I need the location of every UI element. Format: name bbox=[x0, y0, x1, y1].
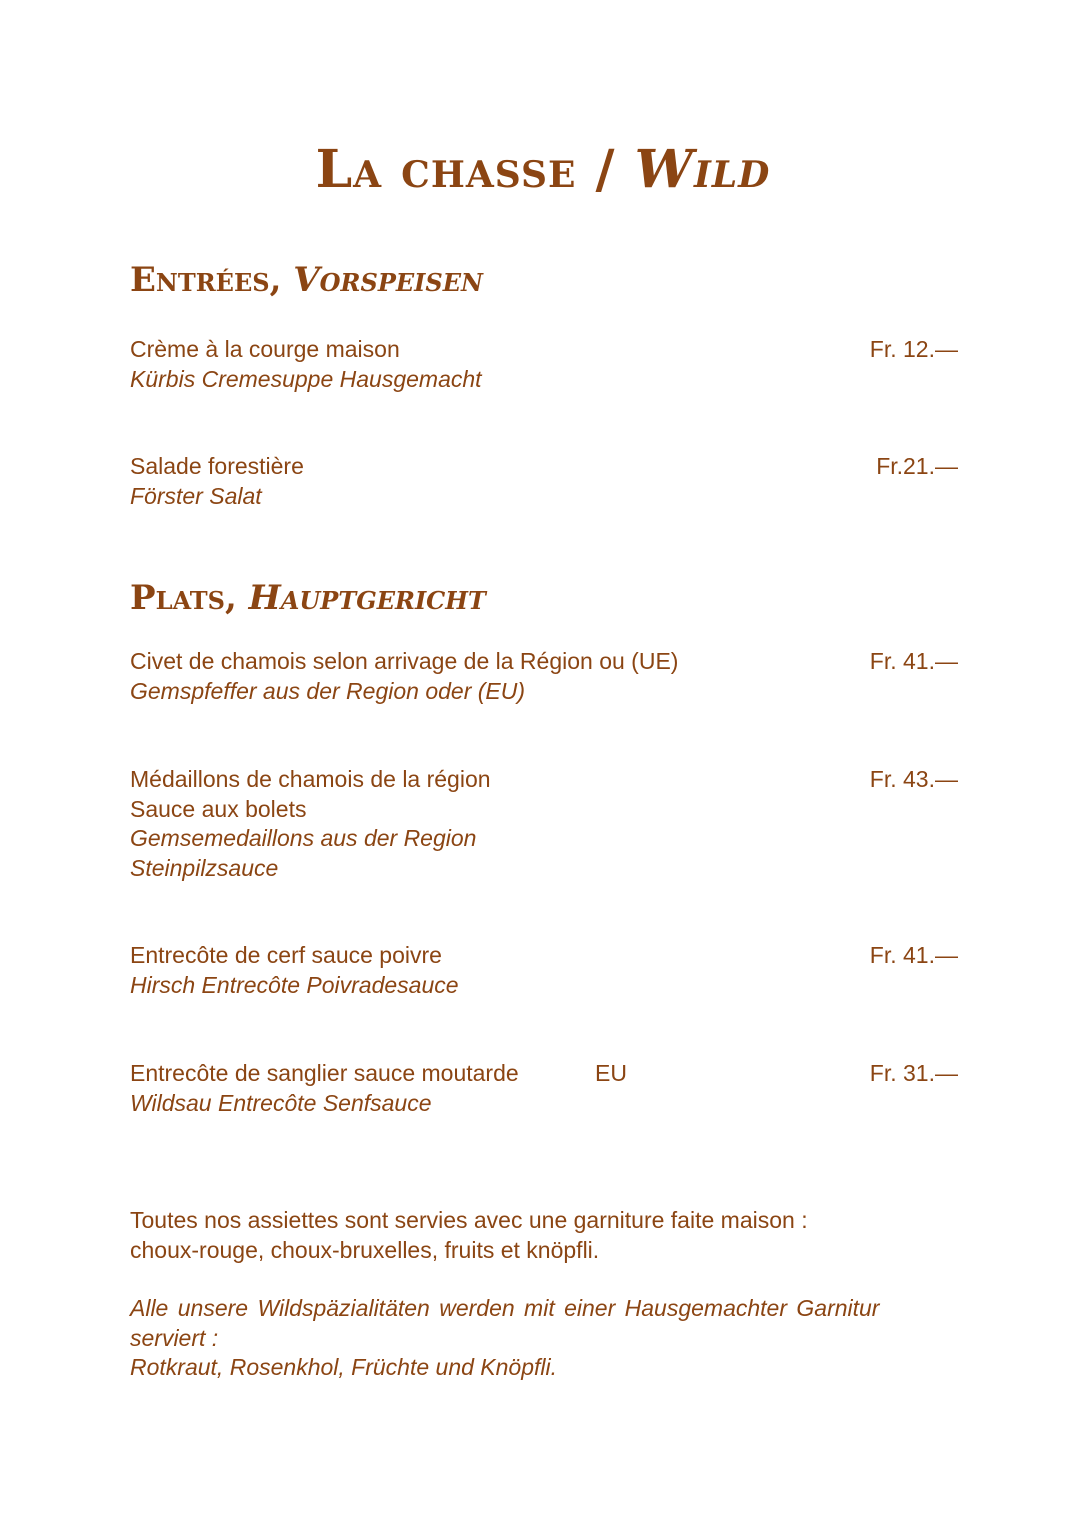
item-name-de: Gemsemedaillons aus der Region bbox=[130, 825, 477, 851]
item-name-fr: Médaillons de chamois de la région bbox=[130, 766, 491, 792]
garnish-note-fr-line1: Toutes nos assiettes sont servies avec une garniture faite maison : bbox=[130, 1207, 808, 1233]
garnish-note-fr-line2: choux-rouge, choux-bruxelles, fruits et knöpfli. bbox=[130, 1236, 600, 1263]
garnish-note-de-line3: Rotkraut, Rosenkhol, Früchte und Knöpfli. bbox=[130, 1354, 558, 1380]
item-name-fr: Entrecôte de cerf sauce poivre bbox=[130, 942, 442, 968]
page-title bbox=[0, 140, 1086, 200]
item-price: Fr. 43.— bbox=[869, 766, 958, 792]
item-origin: EU bbox=[595, 1060, 627, 1086]
item-name-de: Gemspfeffer aus der Region oder (EU) bbox=[130, 677, 526, 704]
section-heading-de: Hauptgericht bbox=[248, 578, 486, 618]
garnish-note-fr bbox=[130, 1206, 958, 1265]
item-price: Fr. 12.— bbox=[869, 336, 958, 362]
menu-item-entrecote-cerf bbox=[130, 941, 958, 1000]
menu-item-salade-forestiere bbox=[130, 452, 958, 511]
item-name-de: Kürbis Cremesuppe Hausgemacht bbox=[130, 365, 482, 392]
page-title-fr: La chasse / bbox=[315, 139, 635, 200]
item-name-fr: Entrecôte de sanglier sauce moutarde bbox=[130, 1060, 519, 1086]
menu-item-creme-courge bbox=[130, 335, 958, 394]
menu-item-medaillons-chamois bbox=[130, 765, 958, 883]
item-price: Fr. 41.— bbox=[869, 648, 958, 674]
item-sauce-fr: Sauce aux bolets bbox=[130, 795, 307, 822]
section-heading-fr: Entrées, bbox=[130, 260, 294, 300]
item-name-de: Förster Salat bbox=[130, 482, 262, 509]
item-sauce-de: Steinpilzsauce bbox=[130, 854, 279, 881]
garnish-note-de-line2: serviert : bbox=[130, 1324, 219, 1351]
page-title-de: Wild bbox=[634, 139, 771, 200]
item-name-fr: Crème à la courge maison bbox=[130, 336, 400, 362]
item-name-de: Wildsau Entrecôte Senfsauce bbox=[130, 1089, 432, 1116]
item-name-de: Hirsch Entrecôte Poivradesauce bbox=[130, 971, 459, 998]
section-heading-de: Vorspeisen bbox=[293, 260, 483, 300]
item-price: Fr. 41.— bbox=[869, 942, 958, 968]
item-name-fr: Salade forestière bbox=[130, 453, 304, 479]
item-name-fr: Civet de chamois selon arrivage de la Région ou (UE) bbox=[130, 648, 679, 674]
section-heading-entrees bbox=[130, 260, 483, 300]
section-heading-fr: Plats, bbox=[130, 578, 249, 618]
item-price: Fr.21.— bbox=[876, 453, 958, 479]
garnish-note-de-line1: Alle unsere Wildspäzialitäten werden mit einer Hausgemachter Garnitur bbox=[130, 1295, 880, 1321]
section-heading-plats bbox=[130, 578, 486, 618]
menu-item-entrecote-sanglier bbox=[130, 1059, 958, 1118]
item-price: Fr. 31.— bbox=[869, 1060, 958, 1086]
garnish-note-de bbox=[130, 1294, 958, 1383]
menu-item-civet-chamois bbox=[130, 647, 958, 706]
